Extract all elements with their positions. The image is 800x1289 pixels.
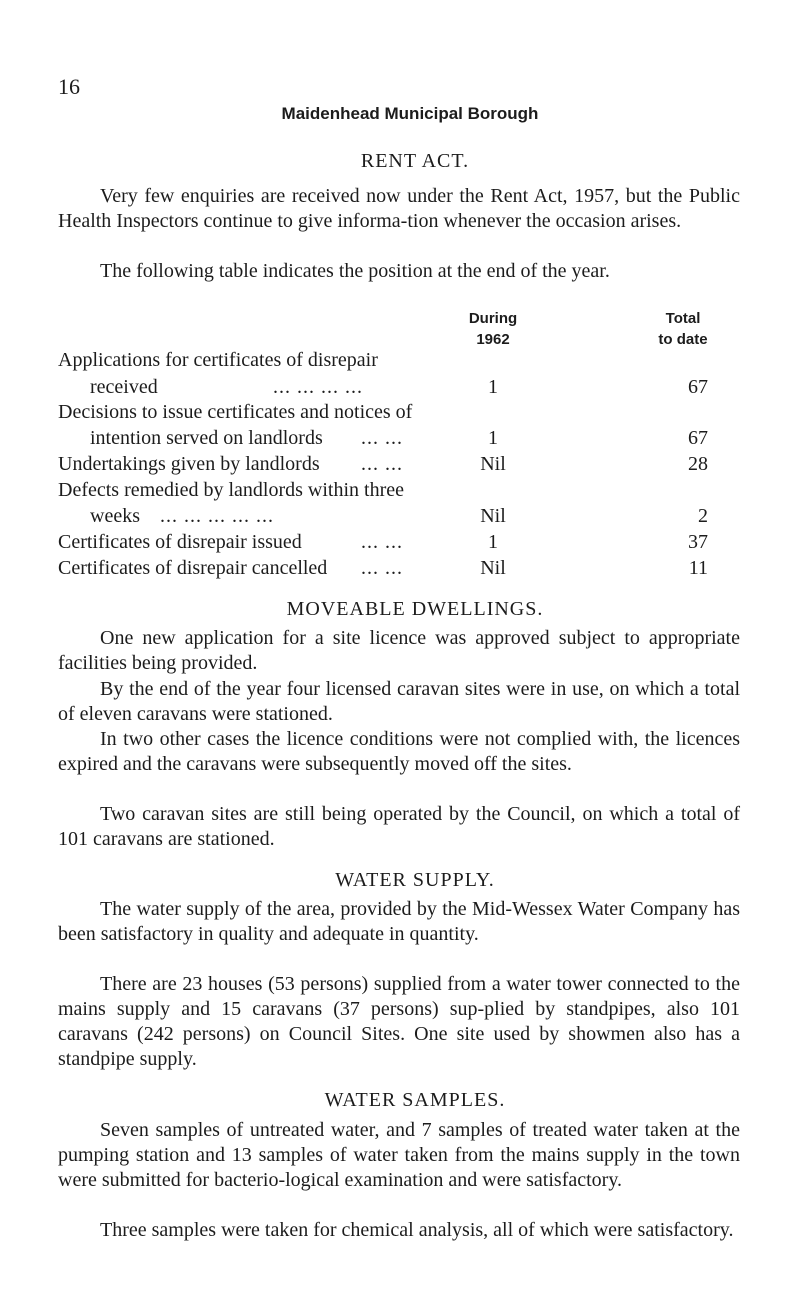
moveable-paragraph: Two caravan sites are still being operated by the Council, on which a total of 101 caravans are stationed.: [58, 803, 740, 850]
moveable-paragraph: In two other cases the licence conditions were not complied with, the licences expired and the caravans were subsequently moved off the sites.: [58, 728, 740, 775]
total-value: 2: [698, 505, 708, 527]
table-row: received ... ... ... ... 1 67: [90, 376, 708, 398]
during-value: Nil: [480, 505, 506, 527]
water-samples-title: WATER SAMPLES.: [324, 1089, 506, 1111]
page-number: 16: [58, 74, 80, 99]
during-value: 1: [488, 531, 498, 553]
running-header: Maidenhead Municipal Borough: [281, 104, 539, 123]
column-header-during: During 1962: [468, 310, 518, 348]
total-value: 67: [688, 376, 708, 398]
rent-act-paragraph: The following table indicates the position at the end of the year.: [100, 260, 610, 282]
moveable-dwellings-title: MOVEABLE DWELLINGS.: [286, 598, 544, 620]
water-supply-title: WATER SUPPLY.: [335, 869, 495, 891]
table-row-label-line: Defects remedied by landlords within three: [58, 479, 404, 501]
water-supply-paragraph: The water supply of the area, provided by the Mid-Wessex Water Company has been satisfactory in quality and adequate in quantity.: [58, 898, 740, 945]
rent-act-paragraph: Very few enquiries are received now under the Rent Act, 1957, but the Public Health Inspectors continue to give informa-tion whenever the occasion arises.: [58, 185, 740, 232]
water-samples-paragraph: Seven samples of untreated water, and 7 samples of treated water taken at the pumping station and 13 samples of water taken from the mains supply in the town were submitted for bacterio-logical examination and were satisfactory.: [58, 1119, 740, 1191]
table-row: intention served on landlords ... ... 1 67: [90, 427, 708, 449]
rent-act-title: RENT ACT.: [360, 150, 470, 172]
during-value: Nil: [480, 557, 506, 579]
table-row-label-line: Applications for certificates of disrepair: [58, 349, 378, 371]
total-value: 37: [688, 531, 708, 553]
total-value: 28: [688, 453, 708, 475]
table-row: Undertakings given by landlords ... ... Nil 28: [58, 453, 708, 475]
total-value: 67: [688, 427, 708, 449]
moveable-paragraph: One new application for a site licence was approved subject to appropriate facilities being provided.: [58, 627, 740, 674]
moveable-paragraph: By the end of the year four licensed caravan sites were in use, on which a total of eleven caravans were stationed.: [58, 678, 740, 725]
table-row-label-line: Decisions to issue certificates and notices of: [58, 401, 413, 423]
water-samples-paragraph: Three samples were taken for chemical analysis, all of which were satisfactory.: [100, 1219, 734, 1241]
column-header-total: Total to date: [658, 310, 708, 348]
during-value: Nil: [480, 453, 506, 475]
total-value: 11: [688, 557, 708, 579]
table-row: Certificates of disrepair cancelled ... ... Nil 11: [58, 557, 708, 579]
during-value: 1: [488, 427, 498, 449]
table-row: weeks ... ... ... ... ... Nil 2: [90, 505, 708, 527]
table-row: Certificates of disrepair issued ... ... 1 37: [58, 531, 708, 553]
during-value: 1: [488, 376, 498, 398]
water-supply-paragraph: There are 23 houses (53 persons) supplied from a water tower connected to the mains supply and 15 caravans (37 persons) sup-plied by standpipes, also 101 caravans (242 persons) on Council Sites. One site used by showmen also has a standpipe supply.: [58, 973, 740, 1070]
